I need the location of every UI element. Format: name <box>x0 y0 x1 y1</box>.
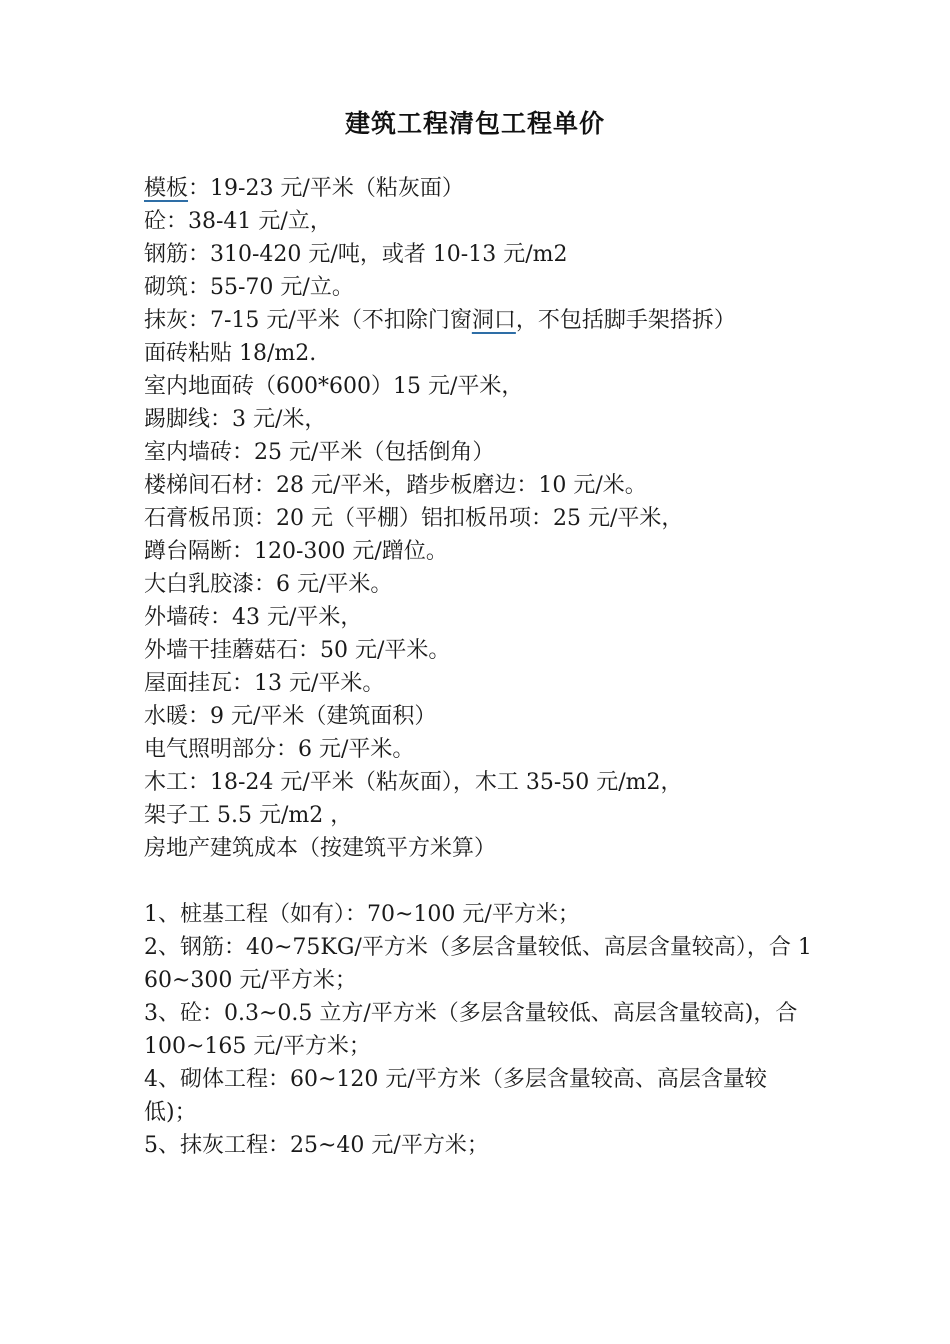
text-line: 水暖：9 元/平米（建筑面积） <box>144 704 437 729</box>
text-line: 楼梯间石材：28 元/平米，踏步板磨边：10 元/米。 <box>144 473 647 498</box>
text-line: 踢脚线：3 元/米， <box>144 407 327 432</box>
text-line: 屋面挂瓦：13 元/平米。 <box>144 671 385 696</box>
text-line: 电气照明部分：6 元/平米。 <box>144 737 415 762</box>
line-text-before: 抹灰：7-15 元/平米（不扣除门窗 <box>144 308 472 333</box>
text-line: 大白乳胶漆：6 元/平米。 <box>144 572 393 597</box>
text-line: 砼：38-41 元/立， <box>144 209 332 234</box>
text-line: 2、钢筋：40~75KG/平方米（多层含量较低、高层含量较高），合 160~300 元/平方米； <box>144 935 812 993</box>
text-line: 木工：18-24 元/平米（粘灰面），木工 35-50 元/m2， <box>144 770 683 795</box>
text-line <box>144 304 812 337</box>
text-line: 面砖粘贴 18/m2. <box>144 341 317 366</box>
line-text-after: ：19-23 元/平米（粘灰面） <box>188 176 464 201</box>
text-line: 蹲台隔断：120-300 元/蹭位。 <box>144 539 448 564</box>
text-line: 石膏板吊顶：20 元（平棚）铝扣板吊项：25 元/平米， <box>144 506 684 531</box>
text-line: 室内地面砖（600*600）15 元/平米， <box>144 374 524 399</box>
text-line: 室内墙砖：25 元/平米（包括倒角） <box>144 440 495 465</box>
text-line: 5、抹灰工程：25~40 元/平方米； <box>144 1133 489 1158</box>
line-text-after: ，不包括脚手架搭拆） <box>515 308 736 333</box>
spellcheck-marked-word: 模板 <box>144 176 189 201</box>
spellcheck-marked-word: 洞口 <box>471 308 516 333</box>
document-body <box>144 172 812 1162</box>
document-title: 建筑工程清包工程单价 <box>344 109 605 138</box>
text-line: 4、砌体工程：60~120 元/平方米（多层含量较高、高层含量较低)； <box>144 1067 767 1125</box>
text-line: 钢筋：310-420 元/吨，或者 10-13 元/m2 <box>144 242 568 267</box>
text-line: 砌筑：55-70 元/立。 <box>144 275 354 300</box>
text-line: 1、桩基工程（如有）：70~100 元/平方米； <box>144 902 580 927</box>
text-line: 架子工 5.5 元/m2 ， <box>144 803 353 828</box>
text-line <box>144 172 812 205</box>
text-line: 外墙干挂蘑菇石：50 元/平米。 <box>144 638 451 663</box>
text-line: 房地产建筑成本（按建筑平方米算） <box>144 836 497 861</box>
text-line: 外墙砖：43 元/平米， <box>144 605 363 630</box>
blank-line <box>144 865 812 898</box>
text-line: 3、砼：0.3~0.5 立方/平方米（多层含量较低、高层含量较高)，合 100~165 元/平方米； <box>144 1001 805 1059</box>
